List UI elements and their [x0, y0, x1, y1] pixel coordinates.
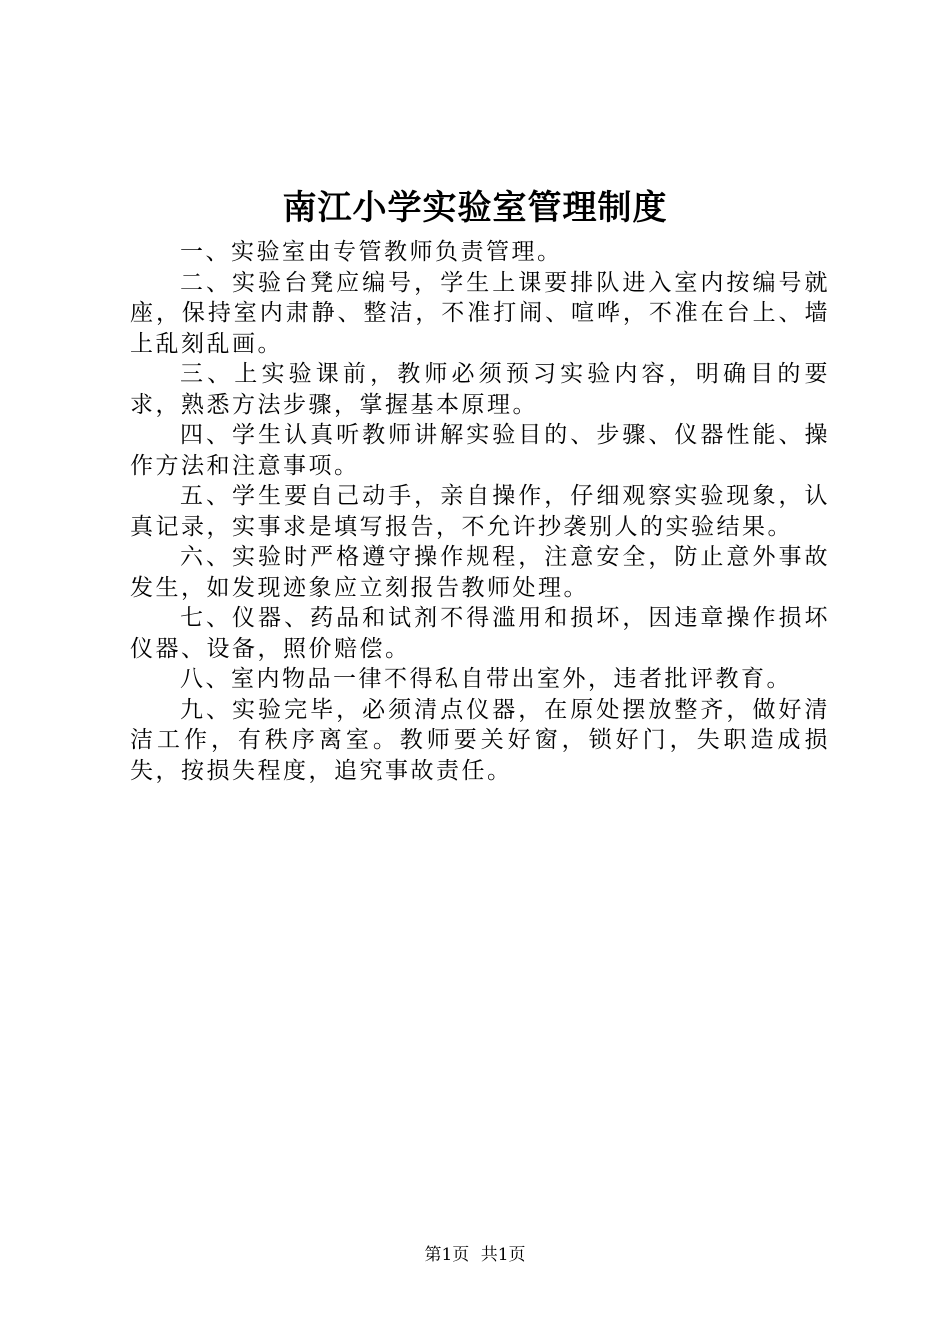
paragraph: 一、实验室由专管教师负责管理。 [180, 239, 563, 265]
paragraph: 四、学生认真听教师讲解实验目的、步骤、仪器性能、操作方法和注意事项。 [130, 422, 830, 479]
document-title: 南江小学实验室管理制度 [282, 188, 668, 228]
page-number-total: 共1页 [480, 1245, 526, 1265]
paragraph: 五、学生要自己动手，亲自操作，仔细观察实验现象，认真记录，实事求是填写报告，不允许抄袭别人的实验结果。 [130, 483, 830, 540]
paragraph: 七、仪器、药品和试剂不得滥用和损坏，因违章操作损坏仪器、设备，照价赔偿。 [130, 605, 830, 662]
page-number-current: 第1页 [424, 1245, 470, 1265]
page-footer [0, 1243, 950, 1267]
paragraph: 八、室内物品一律不得私自带出室外，违者批评教育。 [180, 666, 792, 692]
document-body [130, 237, 830, 786]
paragraph: 九、实验完毕，必须清点仪器，在原处摆放整齐，做好清洁工作，有秩序离室。教师要关好窗，锁好门，失职造成损失，按损失程度，追究事故责任。 [130, 696, 830, 784]
paragraph: 二、实验台凳应编号，学生上课要排队进入室内按编号就座，保持室内肃静、整洁，不准打闹、喧哗，不准在台上、墙上乱刻乱画。 [130, 269, 830, 357]
paragraph: 三、上实验课前，教师必须预习实验内容，明确目的要求，熟悉方法步骤，掌握基本原理。 [130, 361, 830, 418]
paragraph: 六、实验时严格遵守操作规程，注意安全，防止意外事故发生，如发现迹象应立刻报告教师处理。 [130, 544, 830, 601]
